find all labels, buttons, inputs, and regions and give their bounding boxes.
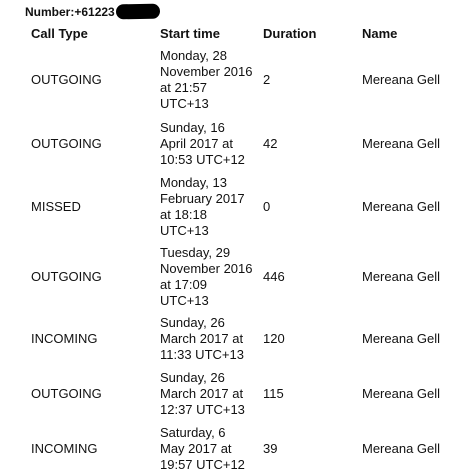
start-time-line: Monday, 28 [160,48,227,63]
start-time-line: Sunday, 16 [160,120,225,135]
phone-number-label [25,4,160,19]
start-time-cell [160,175,260,239]
duration-cell: 115 [263,386,284,401]
name-cell: Mereana Gell [362,331,441,346]
start-time-line: 12:37 UTC+13 [160,402,245,417]
start-time-line: March 2017 at [160,331,244,346]
start-time-line: 10:53 UTC+12 [160,152,245,167]
start-time-line: Tuesday, 29 [160,245,231,260]
call-type-cell: OUTGOING [31,386,102,401]
call-type-cell: OUTGOING [31,72,102,87]
call-type-cell: INCOMING [31,331,98,346]
call-type-cell: INCOMING [31,441,98,456]
name-cell: Mereana Gell [362,441,441,456]
name-cell: Mereana Gell [362,136,441,151]
phone-number-text: Number:+61223 [25,4,115,19]
redaction-mark [116,4,160,20]
start-time-cell [160,425,260,473]
start-time-line: at 21:57 [160,80,207,95]
duration-cell: 0 [263,199,271,214]
duration-cell: 42 [263,136,278,151]
start-time-line: November 2016 [160,261,253,276]
duration-cell: 2 [263,72,271,87]
start-time-line: 11:33 UTC+13 [160,347,244,362]
start-time-line: February 2017 [160,191,245,206]
call-type-cell: MISSED [31,199,81,214]
column-header-duration: Duration [263,26,317,41]
start-time-cell [160,315,260,363]
start-time-cell [160,245,260,309]
start-time-line: UTC+13 [160,96,209,111]
start-time-cell [160,48,260,112]
start-time-line: 19:57 UTC+12 [160,457,245,472]
duration-cell: 39 [263,441,278,456]
start-time-line: UTC+13 [160,223,209,238]
start-time-line: UTC+13 [160,293,209,308]
name-cell: Mereana Gell [362,199,441,214]
start-time-line: at 17:09 [160,277,207,292]
start-time-line: Sunday, 26 [160,370,225,385]
start-time-line: November 2016 [160,64,253,79]
start-time-line: Monday, 13 [160,175,227,190]
start-time-line: May 2017 at [160,441,232,456]
name-cell: Mereana Gell [362,269,441,284]
call-type-cell: OUTGOING [31,136,102,151]
start-time-line: at 18:18 [160,207,207,222]
duration-cell: 120 [263,331,285,346]
start-time-cell [160,370,260,418]
start-time-line: Sunday, 26 [160,315,225,330]
start-time-cell [160,120,260,168]
column-header-call-type: Call Type [31,26,88,41]
column-header-name: Name [362,26,398,41]
column-header-start-time: Start time [160,26,220,41]
start-time-line: April 2017 at [160,136,233,151]
call-type-cell: OUTGOING [31,269,102,284]
start-time-line: March 2017 at [160,386,244,401]
duration-cell: 446 [263,269,285,284]
start-time-line: Saturday, 6 [160,425,226,440]
name-cell: Mereana Gell [362,72,441,87]
name-cell: Mereana Gell [362,386,441,401]
